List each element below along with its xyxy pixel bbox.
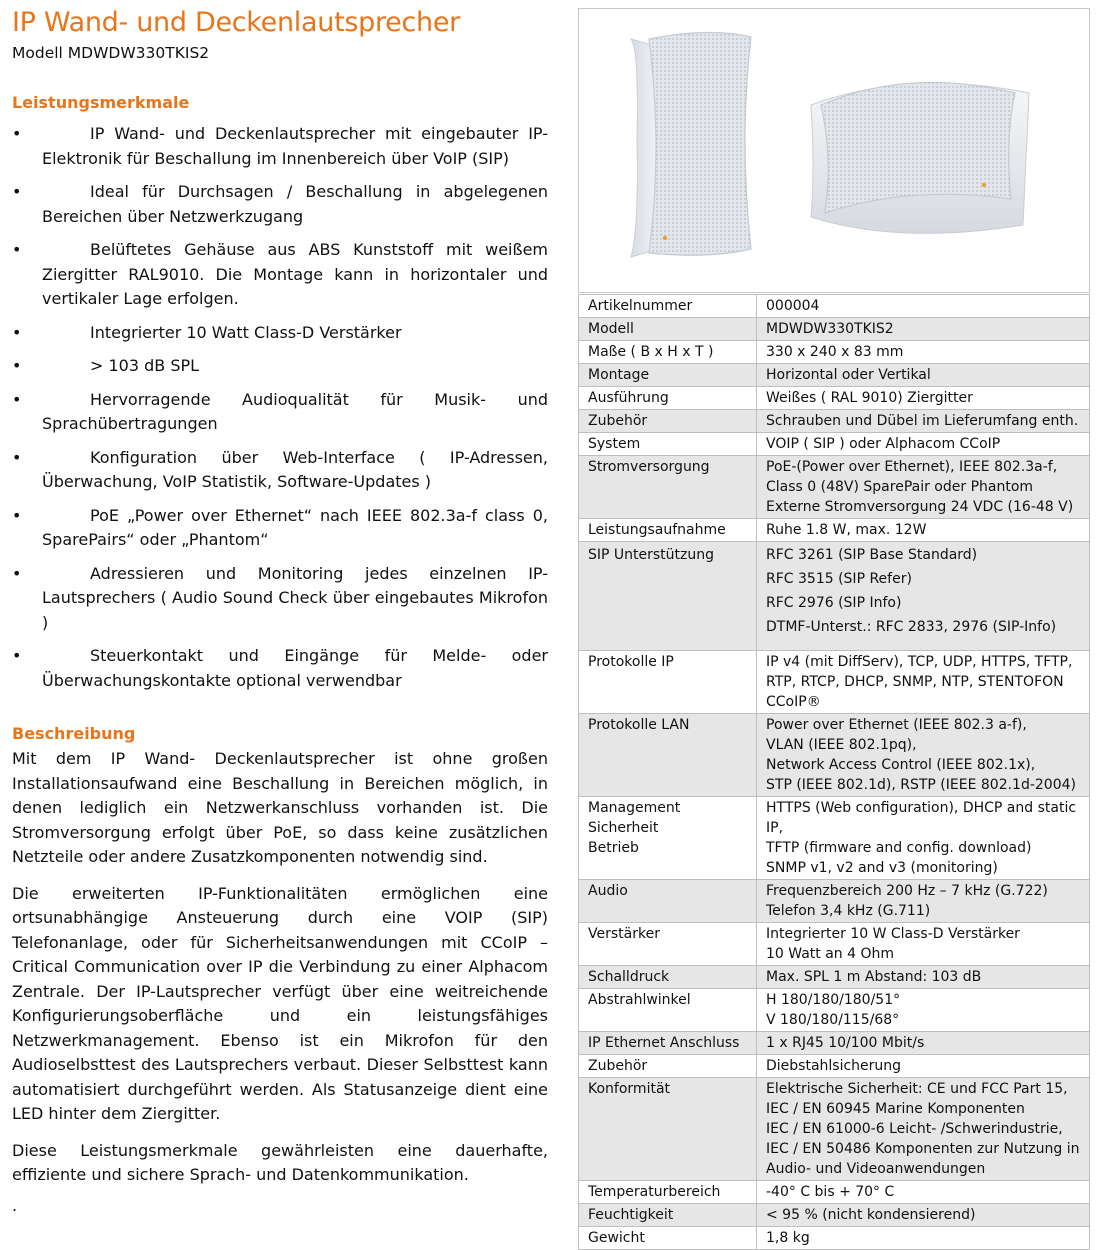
spec-value-line: STP (IEEE 802.1d), RSTP (IEEE 802.1d-2004) [766,777,1076,793]
spec-value [757,456,1090,519]
spec-value [757,923,1090,966]
spec-value-line: IEC / EN 50486 Komponenten zur Nutzung in Audio- und Videoanwendungen [766,1141,1080,1177]
spec-row [579,1227,1090,1250]
spec-value-line: Telefon 3,4 kHz (G.711) [766,903,931,919]
spec-value-line: Ruhe 1.8 W, max. 12W [766,522,927,538]
spec-key-line: Protokolle IP [588,654,674,670]
spec-row [579,1055,1090,1078]
spec-key [579,542,757,651]
spec-value [757,1181,1090,1204]
spec-value [757,651,1090,714]
spec-value-line: 330 x 240 x 83 mm [766,344,904,360]
spec-key [579,387,757,410]
right-column [578,8,1090,1250]
spec-key-line: Ausführung [588,390,669,406]
spec-key [579,295,757,318]
spec-key-line: Feuchtigkeit [588,1207,674,1223]
spec-value [757,880,1090,923]
product-photo [578,8,1090,293]
feature-text: Konfiguration über Web-Interface ( IP-Adressen, Überwachung, VoIP Statistik, Software-Updates ) [42,447,548,491]
spec-value-line: DTMF-Unterst.: RFC 2833, 2976 (SIP-Info) [766,619,1057,635]
spec-value-line: IEC / EN 61000-6 Leicht- /Schwerindustrie, [766,1121,1063,1137]
spec-value-line: < 95 % (nicht kondensierend) [766,1207,976,1223]
spec-row [579,651,1090,714]
spec-key [579,797,757,880]
feature-item [12,446,548,495]
spec-value-line: Network Access Control (IEEE 802.1x), [766,757,1036,773]
feature-text: IP Wand- und Deckenlautsprecher mit eingebauter IP-Elektronik für Beschallung im Innenbereich über VoIP (SIP) [42,124,548,168]
spec-value-line: SNMP v1, v2 and v3 (monitoring) [766,860,998,876]
spec-key-line: Artikelnummer [588,298,693,314]
feature-item [12,562,548,636]
feature-text: Integrierter 10 Watt Class-D Verstärker [90,322,402,342]
feature-item [12,354,548,379]
spec-value [757,519,1090,542]
spec-value [757,1227,1090,1250]
spec-key-line: Temperaturbereich [588,1184,721,1200]
bullet-icon: • [12,322,22,342]
spec-key [579,519,757,542]
spec-value-line: Power over Ethernet (IEEE 802.3 a-f), [766,717,1027,733]
trailing-dot: . [12,1195,18,1215]
spec-value-line: HTTPS (Web configuration), DHCP and static IP, [766,800,1077,836]
description-paragraph: Die erweiterten IP-Funktionalitäten ermöglichen eine ortsunabhängige Ansteuerung durch eine VOIP (SIP) Telefonanlage, oder für Sicherheitsanwendungen mit CCoIP – Critical Communication over IP die Verbindung zu einer Alphacom Zentrale. Der IP-Lautsprecher verfügt über eine weitreichende Konfigurierungsoberfläche und ein leistungsfähiges Netzwerkmanagement. Ebenso ist ein Mikrofon für den Audioselbsttest des Lautsprechers verbaut. Dieser Selbsttest kann automatisiert durchgeführt werden. Als Statusanzeige dient eine LED hinter dem Ziergitter. [12,883,548,1123]
spec-row [579,410,1090,433]
description-paragraph: Mit dem IP Wand- Deckenlautsprecher ist ohne großen Installationsaufwand eine Beschallung in Bereichen möglich, in denen lediglich ein Netzwerkanschluss vorhanden ist. Die Stromversorgung erfolgt über PoE, so dass keine zusätzlichen Netzteile oder andere Zusatzkomponenten notwendig sind. [12,749,548,866]
spec-key [579,880,757,923]
spec-value-line: IP v4 (mit DiffServ), TCP, UDP, HTTPS, TFTP, RTP, RTCP, DHCP, SNMP, NTP, STENTOFON CCoIP® [766,654,1073,710]
spec-value-line: -40° C bis + 70° C [766,1184,895,1200]
spec-key [579,714,757,797]
spec-value-line: VLAN (IEEE 802.1pq), [766,737,917,753]
spec-row [579,966,1090,989]
spec-key [579,1032,757,1055]
spec-row [579,797,1090,880]
feature-text: Steuerkontakt und Eingänge für Melde- oder Überwachungskontakte optional verwendbar [42,646,548,690]
spec-key [579,1055,757,1078]
bullet-icon: • [12,182,22,201]
description-heading: Beschreibung [12,724,136,743]
spec-row [579,295,1090,318]
spec-value [757,318,1090,341]
spec-row [579,364,1090,387]
spec-value-line: Horizontal oder Vertikal [766,367,931,383]
spec-value [757,341,1090,364]
page-title: IP Wand- und Deckenlautsprecher [12,7,460,38]
spec-value [757,295,1090,318]
bullet-icon: • [12,505,22,525]
spec-value-line: V 180/180/115/68° [766,1012,900,1028]
spec-value [757,966,1090,989]
feature-item [12,180,548,229]
spec-value-line: IEC / EN 60945 Marine Komponenten [766,1101,1025,1117]
spec-row [579,341,1090,364]
description-paragraph: Diese Leistungsmerkmale gewährleisten eine dauerhafte, effiziente und sichere Sprach- und Datenkommunikation. [12,1140,548,1184]
bullet-icon: • [12,389,22,409]
spec-key [579,1181,757,1204]
spec-value-line: VOIP ( SIP ) oder Alphacom CCoIP [766,436,1001,452]
spec-row [579,923,1090,966]
spec-value-line: Externe Stromversorgung 24 VDC (16-48 V) [766,499,1074,515]
spec-value-line: RFC 3515 (SIP Refer) [766,571,912,587]
spec-key-line: Betrieb [588,840,639,856]
description-body [12,747,548,1188]
spec-row [579,1078,1090,1181]
spec-value-line: Diebstahlsicherung [766,1058,902,1074]
features-heading: Leistungsmerkmale [12,93,190,112]
bullet-icon: • [12,447,22,467]
spec-row [579,519,1090,542]
spec-table [578,294,1090,1250]
spec-value-line: Frequenzbereich 200 Hz – 7 kHz (G.722) [766,883,1048,899]
spec-key [579,966,757,989]
spec-value-line: Weißes ( RAL 9010) Ziergitter [766,390,973,406]
feature-item [12,321,548,346]
spec-key [579,341,757,364]
spec-row [579,1032,1090,1055]
spec-key [579,410,757,433]
spec-key-line: Gewicht [588,1230,645,1246]
speaker-horizontal [811,82,1029,233]
bullet-icon: • [12,646,22,665]
feature-text: PoE „Power over Ethernet“ nach IEEE 802.3a-f class 0, SparePairs“ oder „Phantom“ [42,505,548,549]
spec-value-line: H 180/180/180/51° [766,992,901,1008]
spec-value [757,1055,1090,1078]
spec-value-line: MDWDW330TKIS2 [766,321,894,337]
spec-row [579,1204,1090,1227]
feature-text: Adressieren und Monitoring jedes einzelnen IP-Lautsprechers ( Audio Sound Check über eingebautes Mikrofon ) [42,563,548,632]
spec-key-line: Stromversorgung [588,459,710,475]
spec-key [579,1204,757,1227]
spec-key [579,923,757,966]
spec-key [579,1227,757,1250]
spec-row [579,542,1090,651]
bullet-icon: • [12,356,22,375]
spec-key-line: Management [588,800,681,816]
feature-item [12,504,548,553]
spec-key-line: Protokolle LAN [588,717,690,733]
bullet-icon: • [12,124,22,143]
spec-key [579,456,757,519]
spec-value-line: Max. SPL 1 m Abstand: 103 dB [766,969,982,985]
spec-key-line: Leistungsaufnahme [588,522,726,538]
spec-value-line: RFC 3261 (SIP Base Standard) [766,547,978,563]
spec-key-line: Konformität [588,1081,671,1097]
spec-key [579,651,757,714]
spec-value [757,410,1090,433]
spec-row [579,387,1090,410]
spec-value-line: 10 Watt an 4 Ohm [766,946,895,962]
spec-key-line: System [588,436,641,452]
spec-row [579,1181,1090,1204]
feature-item [12,122,548,171]
model-subtitle: Modell MDWDW330TKIS2 [12,44,210,62]
spec-value-line: TFTP (firmware and config. download) [766,840,1032,856]
spec-value [757,1204,1090,1227]
spec-value [757,989,1090,1032]
spec-key [579,364,757,387]
spec-key-line: Schalldruck [588,969,670,985]
spec-key-line: SIP Unterstützung [588,547,715,563]
spec-key-line: Sicherheit [588,820,659,836]
spec-value-line: 000004 [766,298,820,314]
spec-row [579,456,1090,519]
spec-value [757,433,1090,456]
left-column [12,6,548,1215]
spec-value [757,1032,1090,1055]
spec-row [579,318,1090,341]
spec-key-line: Montage [588,367,650,383]
spec-key [579,433,757,456]
spec-value [757,364,1090,387]
spec-value-line: PoE-(Power over Ethernet), IEEE 802.3a-f, Class 0 (48V) SparePair oder Phantom [766,459,1058,495]
feature-text: > 103 dB SPL [90,356,200,375]
spec-value-line: Schrauben und Dübel im Lieferumfang enth. [766,413,1079,429]
spec-key-line: Abstrahlwinkel [588,992,691,1008]
spec-row [579,880,1090,923]
spec-value-line: RFC 2976 (SIP Info) [766,595,902,611]
spec-key [579,1078,757,1181]
spec-value [757,797,1090,880]
spec-value-line: 1,8 kg [766,1230,810,1246]
spec-value [757,1078,1090,1181]
spec-value-line: Integrierter 10 W Class-D Verstärker [766,926,1020,942]
spec-key-line: Verstärker [588,926,660,942]
spec-key [579,989,757,1032]
spec-value [757,714,1090,797]
spec-row [579,433,1090,456]
spec-key-line: Modell [588,321,634,337]
spec-key-line: Zubehör [588,1058,648,1074]
spec-row [579,714,1090,797]
spec-key-line: Maße ( B x H x T ) [588,344,714,360]
spec-value-line: 1 x RJ45 10/100 Mbit/s [766,1035,925,1051]
feature-text: Hervorragende Audioqualität für Musik- und Sprachübertragungen [42,389,548,433]
feature-item [12,388,548,437]
feature-item [12,644,548,693]
feature-list [12,122,548,693]
spec-key [579,318,757,341]
feature-item [12,238,548,312]
spec-key-line: Audio [588,883,628,899]
spec-row [579,989,1090,1032]
feature-text: Belüftetes Gehäuse aus ABS Kunststoff mit weißem Ziergitter RAL9010. Die Montage kann in horizontaler und vertikaler Lage erfolgen. [42,240,548,308]
spec-key-line: IP Ethernet Anschluss [588,1035,740,1051]
speaker-image [579,9,1089,292]
spec-value [757,387,1090,410]
spec-key-line: Zubehör [588,413,648,429]
speaker-vertical [631,32,751,257]
bullet-icon: • [12,240,22,259]
spec-value-line: Elektrische Sicherheit: CE und FCC Part 15, [766,1081,1068,1097]
feature-text: Ideal für Durchsagen / Beschallung in abgelegenen Bereichen über Netzwerkzugang [42,182,548,226]
bullet-icon: • [12,563,22,583]
spec-value [757,542,1090,651]
